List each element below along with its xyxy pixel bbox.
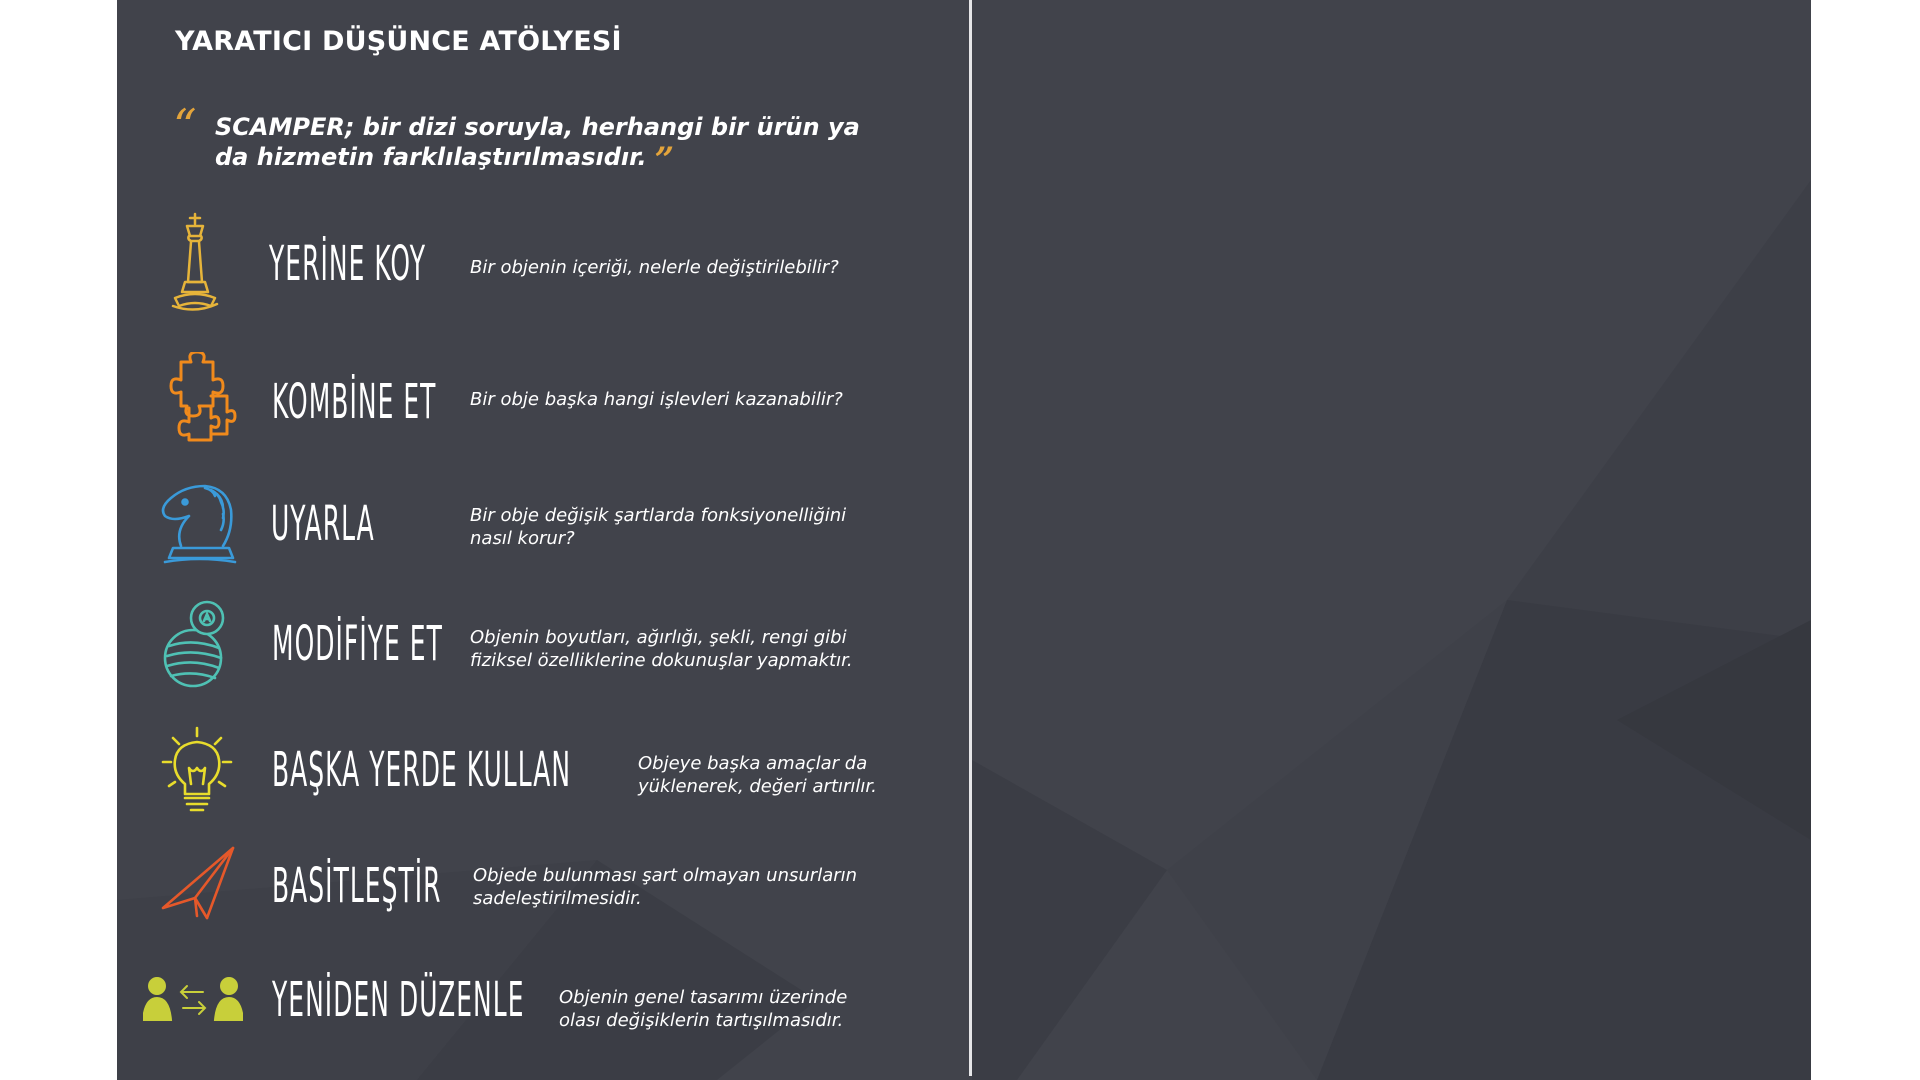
item-word: UYARLA	[271, 496, 375, 552]
item-word: YENİDEN DÜZENLE	[272, 972, 525, 1028]
chess-knight-icon	[161, 484, 237, 566]
item-description: Bir obje değişik şartlarda fonksiyonelliğini nasıl korur?	[470, 505, 847, 549]
close-quote-icon: ”	[654, 140, 675, 180]
open-quote-icon: “	[173, 99, 197, 153]
paper-plane-icon	[161, 846, 237, 922]
item-word: KOMBİNE ET	[272, 374, 437, 430]
item-word: YERİNE KOY	[269, 236, 427, 292]
billiard-balls-icon	[163, 600, 233, 690]
item-word: BASİTLEŞTİR	[272, 858, 442, 914]
item-description: Bir objenin içeriği, nelerle değiştirilebilir?	[470, 257, 839, 278]
scamper-quote	[215, 112, 895, 180]
item-description: Bir obje başka hangi işlevleri kazanabilir?	[470, 389, 843, 410]
puzzle-piece-icon	[159, 352, 239, 442]
item-description: Objenin boyutları, ağırlığı, şekli, rengi gibi fiziksel özelliklerine dokunuşlar yapmaktır.	[470, 627, 853, 671]
lightbulb-icon	[161, 726, 233, 816]
vertical-divider	[969, 0, 972, 1076]
slide	[117, 0, 1811, 1080]
item-word: BAŞKA YERDE KULLAN	[272, 742, 572, 798]
people-exchange-icon	[143, 974, 243, 1026]
item-word: MODİFİYE ET	[272, 616, 443, 672]
item-description: Objeye başka amaçlar da yüklenerek, değeri artırılır.	[638, 753, 877, 797]
quote-text: SCAMPER; bir dizi soruyla, herhangi bir ürün ya da hizmetin farklılaştırılmasıdır.	[215, 113, 860, 171]
page-title: YARATICI DÜŞÜNCE ATÖLYESİ	[175, 26, 622, 57]
item-description: Objenin genel tasarımı üzerinde olası değişiklerin tartışılmasıdır.	[559, 987, 848, 1031]
item-description: Objede bulunması şart olmayan unsurların sadeleştirilmesidir.	[473, 865, 858, 909]
chess-king-icon	[167, 212, 223, 316]
